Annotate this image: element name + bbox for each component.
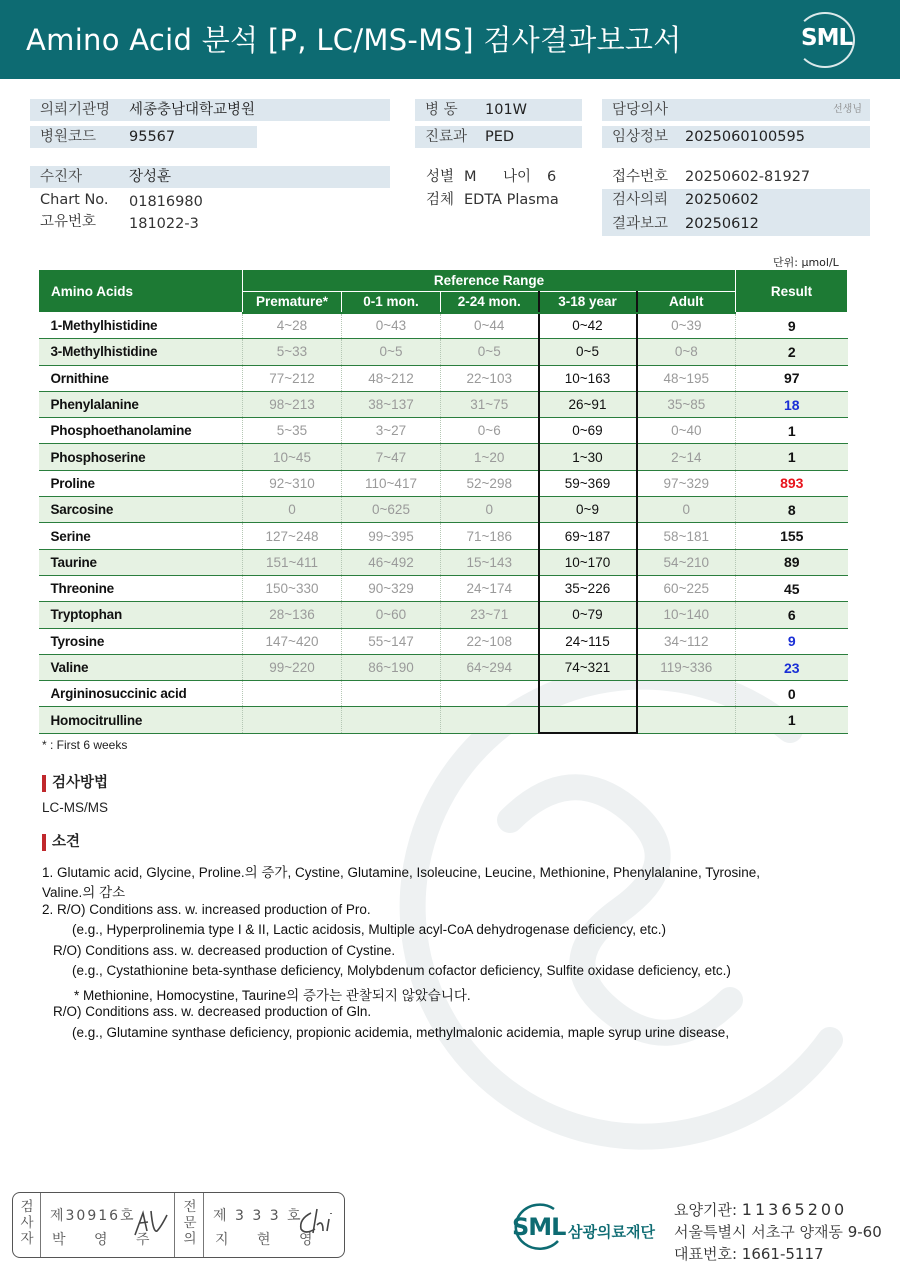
specialist-name: 지 현 영	[215, 1232, 325, 1248]
hospital-code-label: 병원코드	[40, 129, 97, 145]
reference-range-cell: 52~298	[441, 470, 539, 496]
org-phone-label: 대표번호:	[674, 1245, 738, 1263]
result-cell: 1	[736, 444, 848, 470]
org-phone: 1661-5117	[741, 1245, 824, 1263]
reference-range-cell: 28~136	[243, 602, 342, 628]
result-cell: 9	[736, 628, 848, 654]
reference-range-cell: 0~5	[539, 339, 637, 365]
org-logo	[510, 1201, 566, 1253]
reference-range-cell: 0~625	[342, 497, 441, 523]
amino-acid-name: Threonine	[39, 575, 243, 601]
amino-acid-name: Taurine	[39, 549, 243, 575]
reference-range-cell: 0~5	[441, 339, 539, 365]
table-row	[39, 470, 848, 496]
method-title: 검사방법	[42, 775, 108, 792]
reference-range-cell: 46~492	[342, 549, 441, 575]
clinical-info-value: 2025060100595	[685, 129, 805, 145]
request-label: 검사의뢰	[612, 192, 669, 208]
reference-range-cell: 0~44	[441, 313, 539, 339]
reference-range-cell	[539, 681, 637, 707]
report-header	[0, 0, 900, 79]
amino-acid-table	[38, 269, 848, 734]
comment-line: (e.g., Hyperprolinemia type I & II, Lactic acidosis, Multiple acyl-CoA dehydrogenase deficiency, etc.)	[72, 922, 667, 937]
reference-range-cell: 10~45	[243, 444, 342, 470]
table-row	[39, 654, 848, 680]
table-row	[39, 418, 848, 444]
reference-range-cell: 3~27	[342, 418, 441, 444]
amino-acid-name: Valine	[39, 654, 243, 680]
reference-range-cell: 35~85	[637, 391, 736, 417]
amino-acid-name: Tyrosine	[39, 628, 243, 654]
org-code-line	[674, 1199, 847, 1220]
result-cell: 45	[736, 575, 848, 601]
table-row	[39, 523, 848, 549]
reference-range-cell: 31~75	[441, 391, 539, 417]
reference-range-cell: 92~310	[243, 470, 342, 496]
sml-logo-text: SML	[801, 25, 853, 51]
reference-range-cell: 99~395	[342, 523, 441, 549]
reference-range-cell: 7~47	[342, 444, 441, 470]
hospital-code-value: 95567	[129, 129, 176, 145]
age-value: 6	[547, 169, 557, 185]
examiner-label	[18, 1199, 36, 1247]
reference-range-cell: 48~195	[637, 365, 736, 391]
org-address: 서울특별시 서초구 양재동 9-60	[674, 1223, 882, 1241]
reference-range-cell	[243, 707, 342, 733]
reference-range-cell: 0~9	[539, 497, 637, 523]
reference-range-cell	[342, 707, 441, 733]
org-phone-line	[674, 1243, 824, 1264]
amino-acid-name: Phosphoserine	[39, 444, 243, 470]
reference-range-cell: 0~8	[637, 339, 736, 365]
report-date: 20250612	[685, 216, 759, 232]
report-title: Amino Acid 분석 [P, LC/MS-MS] 검사결과보고서	[26, 23, 682, 57]
reference-range-cell: 0	[637, 497, 736, 523]
examiner-label-text: 검사자	[20, 1199, 34, 1247]
amino-acid-name: Ornithine	[39, 365, 243, 391]
specimen-value: EDTA Plasma	[464, 192, 559, 208]
reference-range-cell: 22~103	[441, 365, 539, 391]
header-2-24-mon: 2-24 mon.	[441, 292, 539, 313]
table-row	[39, 549, 848, 575]
reference-range-cell: 59~369	[539, 470, 637, 496]
patient-label: 수진자	[40, 169, 83, 185]
amino-acid-name: Homocitrulline	[39, 707, 243, 733]
specimen-label: 검체	[426, 192, 455, 208]
sml-logo	[795, 12, 855, 68]
examiner-number: 제30916호	[50, 1208, 136, 1224]
ward-label: 병 동	[425, 102, 458, 118]
reference-range-cell: 10~170	[539, 549, 637, 575]
amino-acid-name: Phosphoethanolamine	[39, 418, 243, 444]
table-row	[39, 681, 848, 707]
dept-value: PED	[485, 129, 515, 145]
table-row	[39, 707, 848, 733]
table-row	[39, 497, 848, 523]
org-name: 삼광의료재단	[568, 1223, 655, 1241]
header-adult: Adult	[637, 292, 736, 313]
chart-no-label: Chart No.	[40, 192, 109, 208]
comment-line: 2. R/O) Conditions ass. w. increased production of Pro.	[42, 902, 371, 917]
org-code: 11365200	[741, 1200, 848, 1219]
reference-range-cell: 77~212	[243, 365, 342, 391]
amino-acid-name: Sarcosine	[39, 497, 243, 523]
reference-range-cell	[441, 707, 539, 733]
reference-range-cell: 24~174	[441, 575, 539, 601]
reference-range-cell	[637, 707, 736, 733]
reference-range-cell: 71~186	[441, 523, 539, 549]
sex-value: M	[464, 169, 477, 185]
amino-acid-name: 1-Methylhistidine	[39, 313, 243, 339]
result-cell: 155	[736, 523, 848, 549]
hospital-code-field	[30, 126, 257, 148]
reference-range-cell	[637, 681, 736, 707]
reference-range-cell: 0~43	[342, 313, 441, 339]
reference-range-cell: 119~336	[637, 654, 736, 680]
clinical-info-field	[602, 126, 870, 148]
result-cell: 2	[736, 339, 848, 365]
amino-acid-table-body	[39, 313, 848, 734]
reference-range-cell: 60~225	[637, 575, 736, 601]
table-row	[39, 313, 848, 339]
receipt-label: 접수번호	[612, 169, 669, 185]
unique-no-label: 고유번호	[40, 214, 97, 230]
reference-range-cell	[342, 681, 441, 707]
examiner-signature	[131, 1205, 175, 1239]
reference-range-cell: 38~137	[342, 391, 441, 417]
reference-range-cell	[243, 681, 342, 707]
reference-range-cell: 97~329	[637, 470, 736, 496]
reference-range-cell	[441, 681, 539, 707]
receipt-value: 20250602-81927	[685, 169, 811, 185]
table-row	[39, 602, 848, 628]
table-row	[39, 628, 848, 654]
reference-range-cell	[539, 707, 637, 733]
org-logo-text: SML	[512, 1213, 566, 1241]
reference-range-cell: 110~417	[342, 470, 441, 496]
reference-range-cell: 1~20	[441, 444, 539, 470]
specialist-signature	[295, 1205, 341, 1239]
doctor-suffix: 선생님	[833, 104, 862, 115]
reference-range-cell: 0~79	[539, 602, 637, 628]
reference-range-cell: 74~321	[539, 654, 637, 680]
reference-range-cell: 5~33	[243, 339, 342, 365]
amino-acid-name: 3-Methylhistidine	[39, 339, 243, 365]
result-cell: 23	[736, 654, 848, 680]
reference-range-cell: 26~91	[539, 391, 637, 417]
patient-name: 장성훈	[129, 169, 172, 185]
header-result: Result	[736, 270, 848, 313]
specialist-number: 제 3 3 3 호	[213, 1208, 303, 1224]
specialist-label	[181, 1199, 199, 1247]
reference-range-cell: 10~163	[539, 365, 637, 391]
reference-range-cell: 0~5	[342, 339, 441, 365]
amino-acid-name: Proline	[39, 470, 243, 496]
reference-range-cell: 23~71	[441, 602, 539, 628]
reference-range-cell: 127~248	[243, 523, 342, 549]
comment-line: R/O) Conditions ass. w. decreased production of Gln.	[53, 1004, 372, 1019]
result-cell: 97	[736, 365, 848, 391]
signature-box	[12, 1192, 345, 1258]
chart-no-value: 01816980	[129, 194, 203, 210]
amino-acid-name: Phenylalanine	[39, 391, 243, 417]
header-0-1-mon: 0-1 mon.	[342, 292, 441, 313]
doctor-field	[602, 99, 870, 121]
result-cell: 0	[736, 681, 848, 707]
unit-label: 단위: μmol/L	[773, 256, 839, 269]
reference-range-cell: 90~329	[342, 575, 441, 601]
table-row	[39, 365, 848, 391]
unique-no-value: 181022-3	[129, 216, 199, 232]
table-row	[39, 391, 848, 417]
examiner-name: 박 영 주	[52, 1232, 162, 1248]
header-reference-range: Reference Range	[243, 270, 736, 292]
reference-range-cell: 151~411	[243, 549, 342, 575]
reference-range-cell: 0~40	[637, 418, 736, 444]
reference-range-cell: 0	[441, 497, 539, 523]
reference-range-cell: 150~330	[243, 575, 342, 601]
reference-range-cell: 55~147	[342, 628, 441, 654]
ward-value: 101W	[485, 102, 528, 118]
reference-range-cell: 58~181	[637, 523, 736, 549]
dept-field	[415, 126, 582, 148]
reference-range-cell: 48~212	[342, 365, 441, 391]
amino-acid-name: Argininosuccinic acid	[39, 681, 243, 707]
reference-range-cell: 69~187	[539, 523, 637, 549]
comment-line: (e.g., Cystathionine beta-synthase deficiency, Molybdenum cofactor deficiency, Sulfite oxidase deficiency, etc.)	[72, 963, 731, 978]
report-label: 결과보고	[612, 216, 669, 232]
patient-field	[30, 166, 390, 188]
comment-line: * Methionine, Homocystine, Taurine의 증가는 관찰되지 않았습니다.	[74, 988, 471, 1003]
reference-range-cell: 5~35	[243, 418, 342, 444]
reference-range-cell: 1~30	[539, 444, 637, 470]
comment-line: 1. Glutamic acid, Glycine, Proline.의 증가, Cystine, Glutamine, Isoleucine, Leucine, Methionine, Phenylalanine, Tyrosine,	[42, 865, 760, 880]
institution-value: 세종충남대학교병원	[129, 102, 256, 118]
result-cell: 18	[736, 391, 848, 417]
footnote: * : First 6 weeks	[42, 738, 128, 752]
reference-range-cell: 2~14	[637, 444, 736, 470]
reference-range-cell: 22~108	[441, 628, 539, 654]
specialist-label-text: 전문의	[183, 1199, 197, 1247]
reference-range-cell: 147~420	[243, 628, 342, 654]
reference-range-cell: 0	[243, 497, 342, 523]
amino-acid-name: Serine	[39, 523, 243, 549]
reference-range-cell: 35~226	[539, 575, 637, 601]
header-premature: Premature*	[243, 292, 342, 313]
reference-range-cell: 4~28	[243, 313, 342, 339]
header-3-18-year: 3-18 year	[539, 292, 637, 313]
table-row	[39, 575, 848, 601]
age-label: 나이	[503, 169, 532, 185]
dates-field	[602, 189, 870, 236]
result-cell: 1	[736, 418, 848, 444]
clinical-info-label: 임상정보	[612, 129, 669, 145]
reference-range-cell: 99~220	[243, 654, 342, 680]
method-text: LC-MS/MS	[42, 800, 109, 815]
institution-label: 의뢰기관명	[40, 102, 111, 118]
ward-field	[415, 99, 582, 121]
org-code-label: 요양기관:	[674, 1201, 738, 1219]
result-cell: 893	[736, 470, 848, 496]
amino-acid-name: Tryptophan	[39, 602, 243, 628]
dept-label: 진료과	[425, 129, 468, 145]
result-cell: 6	[736, 602, 848, 628]
reference-range-cell: 0~42	[539, 313, 637, 339]
reference-range-cell: 15~143	[441, 549, 539, 575]
result-cell: 89	[736, 549, 848, 575]
request-date: 20250602	[685, 192, 759, 208]
comment-line: (e.g., Glutamine synthase deficiency, propionic acidemia, methylmalonic acidemia, maple syrup urine disease,	[72, 1025, 730, 1040]
result-cell: 9	[736, 313, 848, 339]
table-row	[39, 444, 848, 470]
institution-field	[30, 99, 390, 121]
reference-range-cell: 10~140	[637, 602, 736, 628]
reference-range-cell: 0~39	[637, 313, 736, 339]
header-amino-acids: Amino Acids	[39, 270, 243, 313]
reference-range-cell: 86~190	[342, 654, 441, 680]
reference-range-cell: 0~6	[441, 418, 539, 444]
reference-range-cell: 64~294	[441, 654, 539, 680]
reference-range-cell: 0~60	[342, 602, 441, 628]
reference-range-cell: 24~115	[539, 628, 637, 654]
doctor-label: 담당의사	[612, 102, 669, 118]
reference-range-cell: 34~112	[637, 628, 736, 654]
result-cell: 8	[736, 497, 848, 523]
reference-range-cell: 98~213	[243, 391, 342, 417]
sex-label: 성별	[426, 169, 455, 185]
comments-title: 소견	[42, 834, 80, 851]
reference-range-cell: 54~210	[637, 549, 736, 575]
comment-line: R/O) Conditions ass. w. decreased production of Cystine.	[53, 943, 396, 958]
comment-line: Valine.의 감소	[42, 885, 126, 900]
reference-range-cell: 0~69	[539, 418, 637, 444]
result-cell: 1	[736, 707, 848, 733]
table-row	[39, 339, 848, 365]
